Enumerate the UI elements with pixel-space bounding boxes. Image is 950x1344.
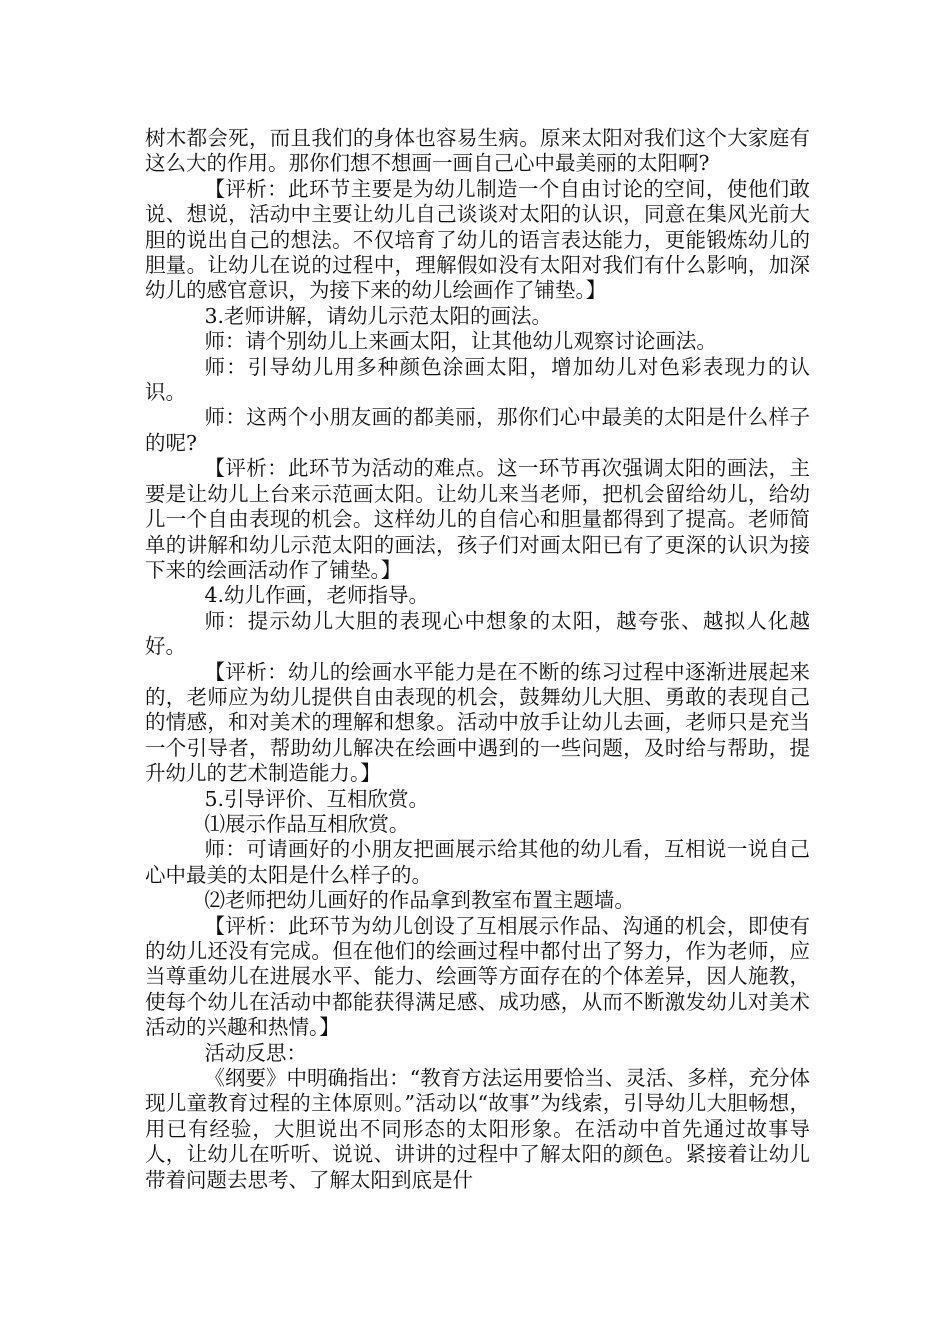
- paragraph: 3.老师讲解，请幼儿示范太阳的画法。: [204, 303, 552, 328]
- paragraph: 【评析：此环节为幼儿创设了互相展示作品、沟通的机会，即使有的幼儿还没有完成。但在他们的绘画过程中都付出了努力，作为老师，应当尊重幼儿在进展水平、能力、绘画等方面存在的个体差异，因人施教，使每个幼儿在活动中都能获得满足感、成功感，从而不断激发幼儿对美术活动的兴趣和热情。】: [145, 913, 810, 1040]
- paragraph: 【评析：此环节主要是为幼儿制造一个自由讨论的空间，使他们敢说、想说，活动中主要让幼儿自己谈谈对太阳的认识，同意在集风光前大胆的说出自己的想法。不仅培育了幼儿的语言表达能力，更能锻炼幼儿的胆量。让幼儿在说的过程中，理解假如没有太阳对我们有什么影响，加深幼儿的感官意识，为接下来的幼儿绘画作了铺垫。】: [145, 176, 810, 303]
- paragraph: 师：提示幼儿大胆的表现心中想象的太阳，越夸张、越拟人化越好。: [145, 608, 810, 659]
- paragraph: 5.引导评价、互相欣赏。: [204, 786, 429, 811]
- paragraph: 师：请个别幼儿上来画太阳，让其他幼儿观察讨论画法。: [204, 329, 717, 354]
- paragraph: 师：这两个小朋友画的都美丽，那你们心中最美的太阳是什么样子的呢?: [145, 405, 810, 455]
- paragraph: 【评析：此环节为活动的难点。这一环节再次强调太阳的画法，主要是让幼儿上台来示范画太阳。让幼儿来当老师，把机会留给幼儿，给幼儿一个自由表现的机会。这样幼儿的自信心和胆量都得到了提高。老师简单的讲解和幼儿示范太阳的画法，孩子们对画太阳已有了更深的认识为接下来的绘画活动作了铺垫。】: [145, 456, 810, 582]
- paragraph: 4.幼儿作画，老师指导。: [204, 583, 429, 608]
- paragraph: ⑴展示作品互相欣赏。: [204, 811, 410, 836]
- paragraph: 师：引导幼儿用多种颜色涂画太阳，增加幼儿对色彩表现力的认识。: [145, 354, 810, 405]
- paragraph: 师：可请画好的小朋友把画展示给其他的幼儿看，互相说一说自己心中最美的太阳是什么样子的。: [145, 837, 810, 887]
- paragraph: ⑵老师把幼儿画好的作品拿到教室布置主题墙。: [204, 888, 635, 913]
- paragraph: 《纲要》中明确指出：“教育方法运用要恰当、灵活、多样，充分体现儿童教育过程的主体原则。”活动以“故事”为线索，引导幼儿大胆畅想，用已有经验，大胆说出不同形态的太阳形象。在活动中首先通过故事导人，让幼儿在听听、说说、讲讲的过程中了解太阳的颜色。紧接着让幼儿带着问题去思考、了解太阳到底是什: [145, 1066, 810, 1192]
- paragraph: 活动反思：: [204, 1040, 307, 1065]
- paragraph: 树木都会死，而且我们的身体也容易生病。原来太阳对我们这个大家庭有这么大的作用。那你们想不想画一画自己心中最美丽的太阳啊?: [145, 126, 810, 176]
- paragraph: 【评析：幼儿的绘画水平能力是在不断的练习过程中逐渐进展起来的，老师应为幼儿提供自由表现的机会，鼓舞幼儿大胆、勇敢的表现自己的情感，和对美术的理解和想象。活动中放手让幼儿去画，老师只是充当一个引导者，帮助幼儿解决在绘画中遇到的一些问题，及时给与帮助，提升幼儿的艺术制造能力。】: [145, 659, 810, 786]
- document-page: [145, 126, 810, 1193]
